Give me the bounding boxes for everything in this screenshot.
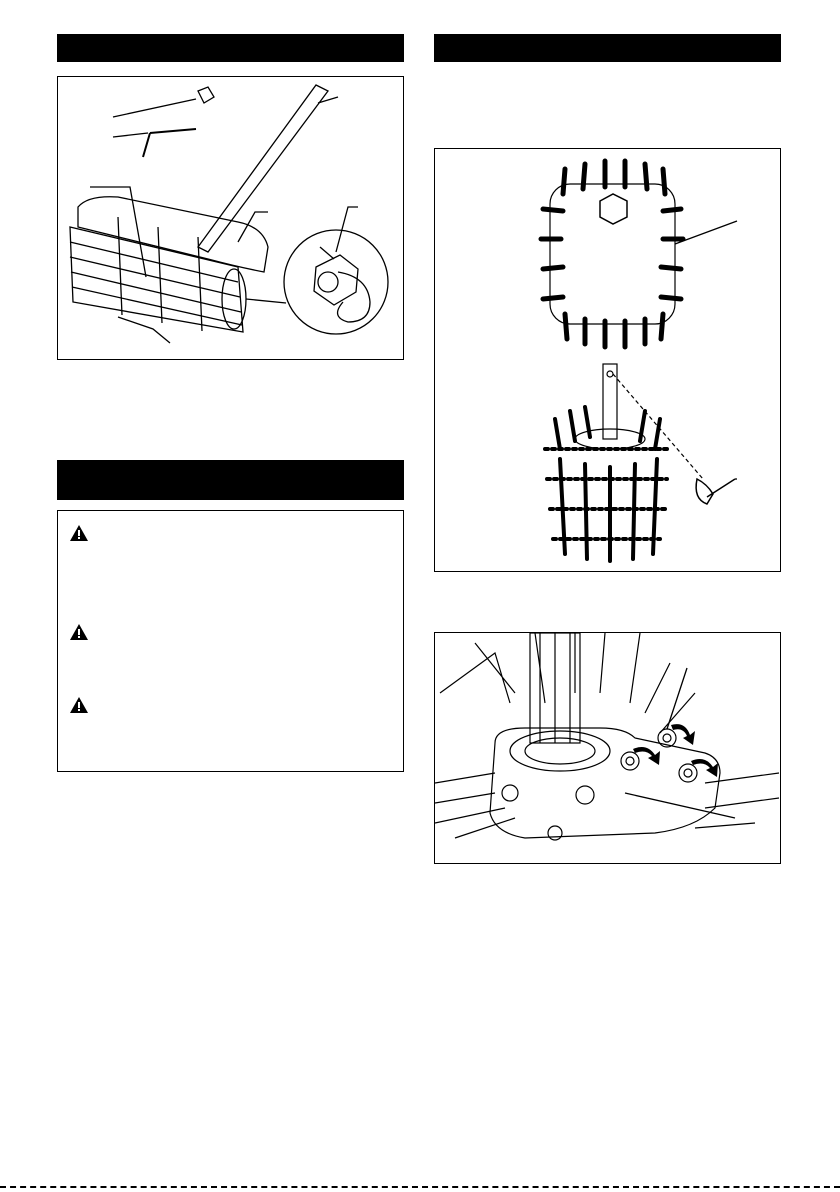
cap-part: [198, 87, 214, 103]
bolt-tightening-illustration: [435, 633, 779, 862]
warning-triangle-icon: [70, 624, 88, 640]
handle-shaft: [198, 85, 328, 252]
callout-line-1: [113, 99, 196, 117]
upper-bristles: [541, 161, 683, 347]
figure-roller-brush-assembly: [57, 76, 404, 360]
section-heading-bar-right-top: [434, 34, 781, 62]
page-bottom-rule: [0, 1186, 840, 1188]
hub-base: [490, 728, 720, 838]
r-pin: [696, 479, 735, 504]
brush-head-illustration: [435, 149, 779, 570]
bristle-fan: [435, 633, 779, 838]
detail-zoom-circle: [284, 230, 388, 334]
rotate-arrow-icon: [633, 724, 718, 777]
roller-cover: [78, 197, 268, 272]
bolt-3: [679, 764, 697, 782]
callout-line-bolt: [667, 668, 687, 729]
section-heading-bar-left-top: [57, 34, 404, 62]
warning-triangle-icon: [70, 697, 88, 713]
hex-shaft: [603, 364, 617, 439]
lower-bristles: [545, 407, 670, 561]
section-heading-bar-left-middle: [57, 460, 404, 500]
bolt-2: [621, 752, 639, 770]
warning-triangle-icon: [70, 525, 88, 541]
callout-line-hub: [625, 793, 735, 818]
figure-bolt-tightening: [434, 632, 781, 864]
hex-socket: [600, 194, 627, 224]
figure-brush-head-assembly: [434, 148, 781, 572]
roller-body: [70, 227, 243, 332]
callout-line-2: [113, 133, 148, 137]
warning-box: [57, 510, 404, 772]
roller-brush-illustration: [58, 77, 402, 358]
callout-line-brush: [675, 221, 737, 244]
